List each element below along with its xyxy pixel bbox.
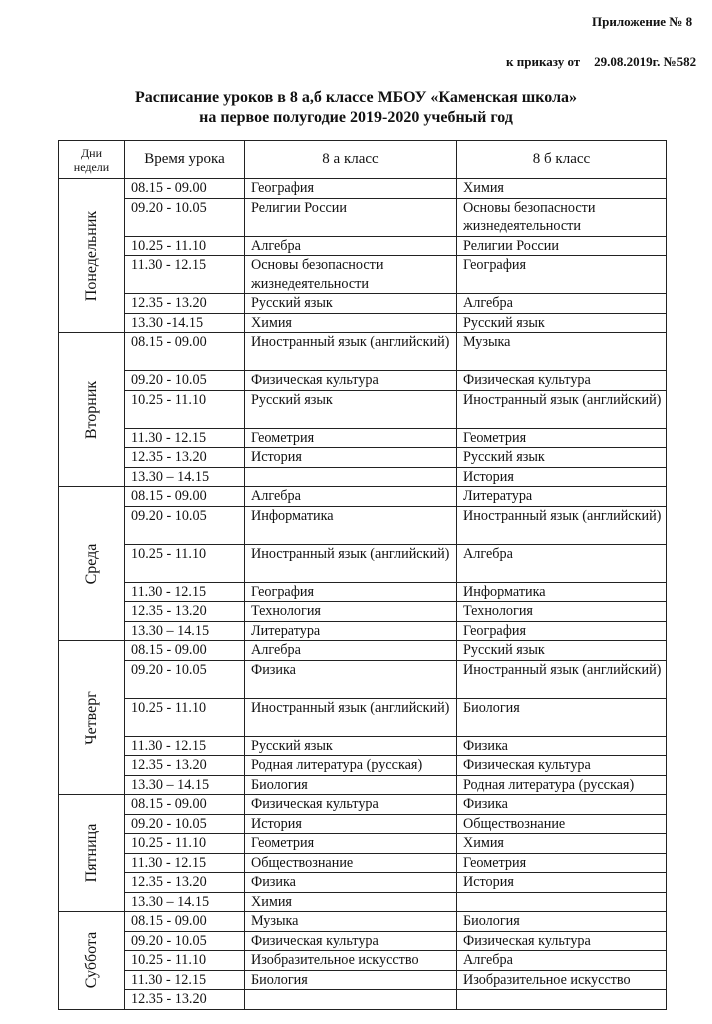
lesson-row xyxy=(59,236,667,256)
class-a-subject: Химия xyxy=(245,892,457,912)
lesson-row xyxy=(59,795,667,815)
time-cell: 13.30 – 14.15 xyxy=(125,775,245,795)
time-cell: 11.30 - 12.15 xyxy=(125,428,245,448)
time-cell: 08.15 - 09.00 xyxy=(125,641,245,661)
class-b-subject: Литература xyxy=(457,487,667,507)
lesson-row xyxy=(59,756,667,776)
class-b-subject: Алгебра xyxy=(457,544,667,582)
time-cell: 09.20 - 10.05 xyxy=(125,371,245,391)
lesson-row xyxy=(59,448,667,468)
class-b-subject: Русский язык xyxy=(457,641,667,661)
time-cell: 08.15 - 09.00 xyxy=(125,795,245,815)
day-cell xyxy=(59,333,125,487)
time-cell: 11.30 - 12.15 xyxy=(125,736,245,756)
lesson-row xyxy=(59,970,667,990)
day-name: Понедельник xyxy=(82,210,100,301)
lesson-row xyxy=(59,506,667,544)
time-cell: 08.15 - 09.00 xyxy=(125,333,245,371)
class-a-subject: Музыка xyxy=(245,912,457,932)
class-b-subject: Иностранный язык (английский) xyxy=(457,660,667,698)
class-b-subject: Русский язык xyxy=(457,448,667,468)
class-b-subject: Обществознание xyxy=(457,814,667,834)
schedule-table xyxy=(58,140,667,1010)
class-a-subject: Физическая культура xyxy=(245,931,457,951)
column-header-class-a: 8 а класс xyxy=(245,141,457,179)
time-cell: 12.35 - 13.20 xyxy=(125,294,245,314)
time-cell: 09.20 - 10.05 xyxy=(125,931,245,951)
day-name: Среда xyxy=(82,543,100,584)
class-b-subject xyxy=(457,990,667,1010)
class-a-subject: Физическая культура xyxy=(245,795,457,815)
class-a-subject xyxy=(245,990,457,1010)
time-cell: 09.20 - 10.05 xyxy=(125,198,245,236)
time-cell: 11.30 - 12.15 xyxy=(125,970,245,990)
lesson-row xyxy=(59,179,667,199)
class-a-subject: Русский язык xyxy=(245,736,457,756)
lesson-row xyxy=(59,621,667,641)
class-b-subject: География xyxy=(457,621,667,641)
class-b-subject: Физическая культура xyxy=(457,931,667,951)
time-cell: 12.35 - 13.20 xyxy=(125,756,245,776)
class-a-subject: Информатика xyxy=(245,506,457,544)
class-b-subject: Химия xyxy=(457,834,667,854)
lesson-row xyxy=(59,912,667,932)
day-cell xyxy=(59,487,125,641)
time-cell: 09.20 - 10.05 xyxy=(125,506,245,544)
day-cell xyxy=(59,179,125,333)
class-a-subject: Литература xyxy=(245,621,457,641)
time-cell: 08.15 - 09.00 xyxy=(125,487,245,507)
class-a-subject: Русский язык xyxy=(245,390,457,428)
class-b-subject: Биология xyxy=(457,698,667,736)
time-cell: 12.35 - 13.20 xyxy=(125,990,245,1010)
time-cell: 12.35 - 13.20 xyxy=(125,448,245,468)
appendix-label: Приложение № 8 xyxy=(592,14,693,29)
lesson-row xyxy=(59,736,667,756)
class-a-subject: Геометрия xyxy=(245,834,457,854)
class-a-subject: Русский язык xyxy=(245,294,457,314)
class-b-subject: Технология xyxy=(457,602,667,622)
class-b-subject: Музыка xyxy=(457,333,667,371)
day-header-line-1: Дни xyxy=(80,145,103,160)
time-cell: 09.20 - 10.05 xyxy=(125,660,245,698)
class-b-subject: Биология xyxy=(457,912,667,932)
class-a-subject: История xyxy=(245,448,457,468)
lesson-row xyxy=(59,834,667,854)
class-b-subject: Основы безопасности жизнедеятельности xyxy=(457,198,667,236)
time-cell: 09.20 - 10.05 xyxy=(125,814,245,834)
time-cell: 10.25 - 11.10 xyxy=(125,390,245,428)
class-a-subject: Геометрия xyxy=(245,428,457,448)
time-cell: 11.30 - 12.15 xyxy=(125,256,245,294)
time-cell: 13.30 – 14.15 xyxy=(125,621,245,641)
lesson-row xyxy=(59,853,667,873)
lesson-row xyxy=(59,602,667,622)
class-a-subject: Алгебра xyxy=(245,487,457,507)
order-date: 29.08.2019г. №582 xyxy=(594,54,697,69)
class-b-subject: Алгебра xyxy=(457,294,667,314)
class-a-subject: Биология xyxy=(245,775,457,795)
lesson-row xyxy=(59,467,667,487)
class-b-subject: Геометрия xyxy=(457,853,667,873)
lesson-row xyxy=(59,582,667,602)
time-cell: 10.25 - 11.10 xyxy=(125,544,245,582)
class-b-subject: История xyxy=(457,467,667,487)
time-cell: 10.25 - 11.10 xyxy=(125,236,245,256)
time-cell: 12.35 - 13.20 xyxy=(125,602,245,622)
lesson-row xyxy=(59,641,667,661)
class-a-subject: Технология xyxy=(245,602,457,622)
time-cell: 13.30 -14.15 xyxy=(125,313,245,333)
class-a-subject: Алгебра xyxy=(245,641,457,661)
class-a-subject: Изобразительное искусство xyxy=(245,951,457,971)
lesson-row xyxy=(59,256,667,294)
class-a-subject: Физика xyxy=(245,873,457,893)
class-a-subject: Религии России xyxy=(245,198,457,236)
time-cell: 11.30 - 12.15 xyxy=(125,582,245,602)
class-a-subject: Родная литература (русская) xyxy=(245,756,457,776)
class-a-subject xyxy=(245,467,457,487)
class-a-subject: Физика xyxy=(245,660,457,698)
lesson-row xyxy=(59,990,667,1010)
class-b-subject: Физическая культура xyxy=(457,756,667,776)
class-b-subject: Геометрия xyxy=(457,428,667,448)
class-a-subject: Основы безопасности жизнедеятельности xyxy=(245,256,457,294)
class-a-subject: Иностранный язык (английский) xyxy=(245,698,457,736)
lesson-row xyxy=(59,294,667,314)
lesson-row xyxy=(59,313,667,333)
class-a-subject: Иностранный язык (английский) xyxy=(245,333,457,371)
lesson-row xyxy=(59,428,667,448)
class-a-subject: Биология xyxy=(245,970,457,990)
lesson-row xyxy=(59,371,667,391)
class-b-subject: Родная литература (русская) xyxy=(457,775,667,795)
class-b-subject: Физика xyxy=(457,795,667,815)
day-header-line-2: недели xyxy=(73,159,110,174)
class-b-subject: Русский язык xyxy=(457,313,667,333)
class-b-subject: Религии России xyxy=(457,236,667,256)
class-a-subject: Обществознание xyxy=(245,853,457,873)
day-cell xyxy=(59,641,125,795)
class-a-subject: Алгебра xyxy=(245,236,457,256)
class-a-subject: География xyxy=(245,179,457,199)
class-a-subject: Химия xyxy=(245,313,457,333)
lesson-row xyxy=(59,892,667,912)
time-cell: 08.15 - 09.00 xyxy=(125,179,245,199)
class-b-subject: Изобразительное искусство xyxy=(457,970,667,990)
time-cell: 10.25 - 11.10 xyxy=(125,834,245,854)
time-cell: 08.15 - 09.00 xyxy=(125,912,245,932)
lesson-row xyxy=(59,544,667,582)
title-line-2: на первое полугодие 2019-2020 учебный год xyxy=(199,109,513,126)
class-b-subject: География xyxy=(457,256,667,294)
day-name: Вторник xyxy=(82,380,100,439)
lesson-row xyxy=(59,487,667,507)
time-cell: 10.25 - 11.10 xyxy=(125,951,245,971)
lesson-row xyxy=(59,660,667,698)
class-b-subject: Информатика xyxy=(457,582,667,602)
lesson-row xyxy=(59,333,667,371)
class-a-subject: География xyxy=(245,582,457,602)
class-b-subject xyxy=(457,892,667,912)
time-cell: 13.30 – 14.15 xyxy=(125,467,245,487)
day-name: Суббота xyxy=(82,932,100,989)
class-a-subject: Иностранный язык (английский) xyxy=(245,544,457,582)
order-prefix: к приказу от xyxy=(506,54,581,69)
class-b-subject: Иностранный язык (английский) xyxy=(457,506,667,544)
time-cell: 13.30 – 14.15 xyxy=(125,892,245,912)
schedule-body xyxy=(59,179,667,1010)
class-b-subject: Иностранный язык (английский) xyxy=(457,390,667,428)
time-cell: 11.30 - 12.15 xyxy=(125,853,245,873)
order-reference xyxy=(506,54,696,70)
class-a-subject: Физическая культура xyxy=(245,371,457,391)
class-a-subject: История xyxy=(245,814,457,834)
class-b-subject: Физика xyxy=(457,736,667,756)
schedule-title xyxy=(0,88,712,128)
lesson-row xyxy=(59,814,667,834)
day-name: Четверг xyxy=(82,690,100,745)
lesson-row xyxy=(59,390,667,428)
lesson-row xyxy=(59,873,667,893)
time-cell: 10.25 - 11.10 xyxy=(125,698,245,736)
header-row xyxy=(59,141,667,179)
column-header-time: Время урока xyxy=(125,141,245,179)
column-header-class-b: 8 б класс xyxy=(457,141,667,179)
day-name: Пятница xyxy=(82,823,100,883)
time-cell: 12.35 - 13.20 xyxy=(125,873,245,893)
lesson-row xyxy=(59,951,667,971)
class-b-subject: История xyxy=(457,873,667,893)
column-header-day xyxy=(59,141,125,179)
lesson-row xyxy=(59,698,667,736)
lesson-row xyxy=(59,198,667,236)
day-cell xyxy=(59,795,125,912)
class-b-subject: Химия xyxy=(457,179,667,199)
title-line-1: Расписание уроков в 8 а,б классе МБОУ «Каменская школа» xyxy=(134,89,578,106)
day-cell xyxy=(59,912,125,1010)
class-b-subject: Физическая культура xyxy=(457,371,667,391)
class-b-subject: Алгебра xyxy=(457,951,667,971)
lesson-row xyxy=(59,931,667,951)
lesson-row xyxy=(59,775,667,795)
